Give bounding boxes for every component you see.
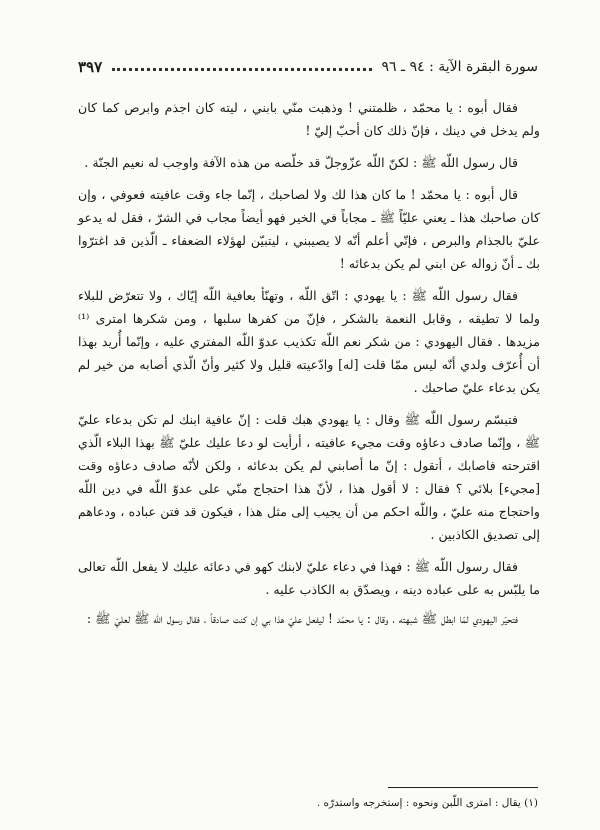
header-dotted-rule [112, 68, 371, 71]
paragraph: فتحيّر اليهودي لمّا ابطل ﷺ شبهته ، وقال : يا محمّد ! ليفعل عليّ هذا بي إن كنت صادقاً ، فقال رسول اللّه ﷺ لعليّ ﷺ : [86, 611, 518, 626]
paragraph: فقال رسول اللّه ﷺ : فهذا في دعاء عليّ لابنك كهو في دعائه عليك لا يفعل اللّه تعالى ما يلبّس به على عباده دينه ، ويصدّق به الكاذب عليه . [78, 559, 540, 597]
paragraph: فقال أبوه : يا محمّد ، ظلمتني ! وذهبت منّي بابني ، ليته كان اجذم وابرص كما كان ولم يدخل في دينك ، فإنّ ذلك كان أحبّ إليّ ! [78, 100, 540, 138]
footnote: (١) يقال : امترى اللّبن ونحوه : إستخرجه واستدرّه . [316, 797, 538, 809]
page-header [78, 56, 538, 78]
paragraph: فقال رسول اللّه ﷺ : يا يهودي : اتّق اللّه ، وتهنّأ بعافية اللّه إيّاك ، ولا تتعرّض للبلاء ولما لا تطيقه ، وقابل النعمة بالشكر ، فإنّ من كفرها سلبها ، ومن شكرها امترى ⁽¹⁾ مزيدها . فقال اليهودي : من شكر نعم اللّه تكذيب عدوّ اللّه المفتري عليه ، وإنّما أُريد بهذا أن أُعرّف ولدي أنّه ليس ممّا قلت [له] وادّعيته قليل ولا كثير وأنّ الّذي أصابه من خير لم يكن بدعاء عليّ صاحبك . [78, 288, 540, 395]
footnote-separator [388, 787, 538, 788]
paragraph: قال رسول اللّه ﷺ : لكنّ اللّه عزّوجلّ قد خلّصه من هذه الآفة واوجب له نعيم الجنّة . [84, 155, 518, 170]
paragraph: فتبسّم رسول اللّه ﷺ وقال : يا يهودي هبك قلت : إنّ عافية ابنك لم تكن بدعاء عليّ ﷺ ، وإنّما صادف دعاؤه وقت مجيء عافيته ، أرأيت لو دعا عليك عليّ ﷺ بهذا البلاء الّذي اقترحته فاصابك ، أتقول : إنّ ما أصابني لم يكن بدعائه ، ولكن لأنّه صادف دعاؤه وقت [مجيء] بلائي ؟ فقال : لا أقول هذا ، لأنّ هذا احتجاج منّي على عدوّ اللّه في دين اللّه واحتجاج منه عليّ ، واللّه احكم من أن يجيب إلى مثل هذا ، فيكون قد فتن عباده ، ودعاهم إلى تصديق الكاذبين . [78, 412, 540, 542]
paragraph: قال أبوه : يا محمّد ! ما كان هذا لك ولا لصاحبك ، إنّما جاء وقت عافيته فعوفي ، وإن كان صاحبك هذا ـ يعني عليّاً ﷺ ـ مجاباً في الخير فهو أيضاً مجاب في الشرّ ، فقل له يدعو عليّ بالجذام والبرص ، فإنّي أعلم أنّه لا يصيبني ، ليتبيّن لهؤلاء الضعفاء ـ الّذين قد اغترّوا بك ـ أنّ زواله عن ابني لم يكن بدعائه ! [78, 187, 540, 271]
main-text [78, 96, 540, 776]
running-title: سورة البقرة الآية : ٩٤ ـ ٩٦ [381, 59, 538, 75]
page-number: ٣٩٧ [78, 58, 103, 76]
